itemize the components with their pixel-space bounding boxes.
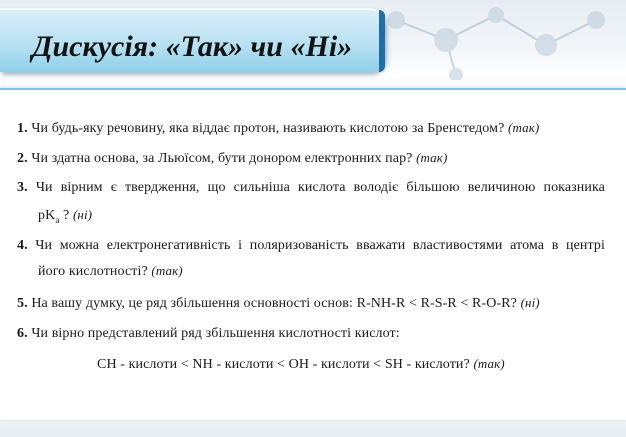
question-number: 6. [17, 326, 28, 341]
question-5 [17, 295, 540, 312]
question-3-continuation: $pK_a$ ? (ні) [38, 207, 93, 225]
question-text: Чи вірним є твердження, що сильніша кислота володіє більшою величиною показника [35, 180, 605, 195]
acidity-series: CH - кислоти < NH - кислоти < OH - кислоти < SH - кислоти? [97, 357, 470, 372]
question-answer: (так) [508, 120, 540, 135]
question-1 [17, 120, 539, 137]
question-text: його кислотності? [38, 264, 148, 279]
question-6-series-line [97, 356, 505, 373]
question-answer: (ні) [72, 207, 93, 222]
question-number: 5. [17, 296, 28, 311]
question-answer: (ні) [520, 295, 540, 310]
slide-title: Дискусія: «Так» чи «Ні» [32, 30, 353, 63]
question-number: 4. [17, 238, 28, 253]
question-number: 3. [17, 180, 28, 195]
pka-symbol: pK [38, 208, 56, 223]
question-text: На вашу думку, це ряд збільшення основності основ: [31, 296, 353, 311]
title-banner [0, 8, 385, 72]
question-answer: (так) [151, 263, 183, 278]
basicity-series: R-NH-R < R-S-R < R-O-R? [356, 296, 517, 311]
question-text: Чи вірно представлений ряд збільшення кислотності кислот: [31, 326, 400, 341]
pka-subscript: a [55, 214, 60, 225]
question-6 [17, 326, 400, 342]
question-text: Чи здатна основа, за Льюїсом, бути донором електронних пар? [31, 151, 413, 166]
question-answer: (так) [416, 150, 448, 165]
molecule-decoration [376, 0, 626, 80]
question-2 [17, 150, 447, 167]
question-text: Чи можна електронегативність і поляризованість вважати властивостями атома в центрі [35, 238, 605, 253]
question-4-continuation [38, 263, 183, 280]
question-answer: (так) [473, 356, 505, 371]
question-4 [17, 238, 605, 254]
question-number: 2. [17, 151, 28, 166]
question-number: 1. [17, 121, 28, 136]
question-3 [17, 180, 605, 196]
question-text: Чи будь-яку речовину, яка віддає протон, називають кислотою за Бренстедом? [31, 121, 505, 136]
